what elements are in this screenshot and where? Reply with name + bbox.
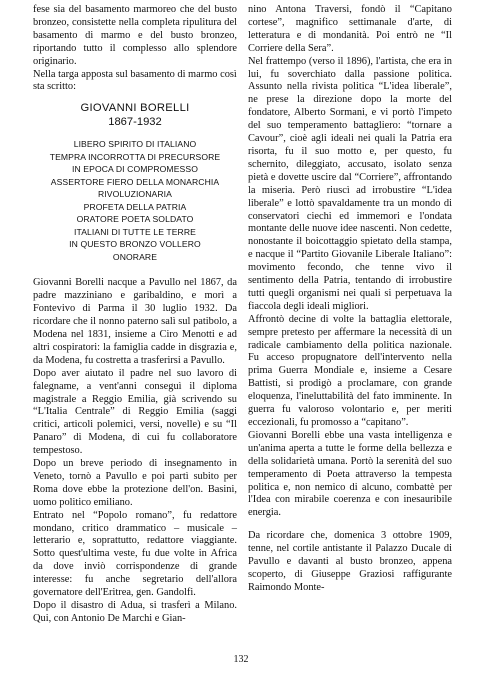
body-paragraph: Giovanni Borelli ebbe una vasta intelligenza e un'anima aperta a tutte le forme della bellezza e della solidarietà umana. Portò la serenità del suo temperamento di Poeta attraverso la tempesta politica e, non nemico di alcuno, combattè per l'Idea con mirabile coerenza e con inesauribile energia. (248, 429, 452, 519)
body-paragraph: nino Antona Traversi, fondò il “Capitano cortese”, magnifico settimanale d'arte, di letteratura e di mondanità. Poi entrò ne “Il Corriere della Sera”. (248, 4, 452, 54)
intro-paragraph: fese sia del basamento marmoreo che del busto bronzeo, consistette nella completa ripulitura del basamento di marmo e del busto bronzeo, riportando tutto il complesso allo splendore originario. (33, 4, 237, 67)
body-paragraph: Entrato nel “Popolo romano”, fu redattore mondano, critico drammatico – musicale – letterario e, soprattutto, redattore viaggiante. Sotto quest'ultima veste, fu due volte in Africa da dove inviò corrispondenze di grande interesse: fu anche segretario dell'allora governatore dell'Eritrea, gen. Gandolfi. (33, 509, 237, 599)
inscription-line: IN QUESTO BRONZO VOLLERO (69, 239, 201, 250)
inscription-line: ITALIANI DI TUTTE LE TERRE (74, 226, 196, 237)
inscription-line: RIVOLUZIONARIA (98, 189, 172, 200)
closing-paragraph: Da ricordare che, domenica 3 ottobre 1909, tenne, nel cortile antistante il Palazzo Ducale di Pavullo e davanti al busto bronzeo, appena scoperto, di Giuseppe Graziosi raffigurante Raimondo Monte- (248, 530, 452, 593)
left-column (33, 4, 237, 626)
monument-heading-years: 1867-1932 (108, 116, 162, 129)
inscription-line: IN EPOCA DI COMPROMESSO (72, 164, 198, 175)
plaque-inscription (33, 138, 237, 263)
body-paragraph: Dopo aver aiutato il padre nel suo lavoro di falegname, a vent'anni conseguì il diploma magistrale a Reggio Emilia, già scrivendo su “L'Italia Centrale” di Reggio Emilia (saggi critici, articoli polemici, versi, novelle) e su “Il Panaro” di Modena, di cui fu collaboratore tempestoso. (33, 367, 237, 457)
body-paragraph: Dopo il disastro di Adua, si trasferì a Milano. Qui, con Antonio De Marchi e Gian- (33, 600, 237, 624)
inscription-line: TEMPRA INCORROTTA DI PRECURSORE (49, 151, 221, 162)
inscription-line: LIBERO SPIRITO DI ITALIANO (73, 139, 197, 150)
paragraph-spacer (248, 520, 452, 530)
intro-paragraph: Nella targa apposta sul basamento di marmo così sta scritto: (33, 68, 237, 93)
body-paragraph: Giovanni Borelli nacque a Pavullo nel 1867, da padre mazziniano e garibaldino, e morì a Fontevivo di Parma il 30 luglio 1932. Da ricordare che il nonno paterno salì sul patibolo, a Modena nel 1831, insieme a Ciro Menotti e ad altri cospiratori: la famiglia cadde in disgrazia e, da Modena, fu costretta a trasferirsi a Pavullo. (33, 277, 237, 366)
body-paragraph: Dopo un breve periodo di insegnamento in Veneto, tornò a Pavullo e poi partì subito per Roma dove ebbe la protezione dell'on. Basini, uomo politico emiliano. (33, 458, 237, 508)
inscription-line: ASSERTORE FIERO DELLA MONARCHIA (50, 176, 220, 187)
inscription-line: PROFETA DELLA PATRIA (83, 201, 187, 212)
page-number: 132 (233, 654, 249, 665)
monument-heading-name: GIOVANNI BORELLI (80, 102, 190, 115)
right-column (248, 4, 452, 595)
inscription-line: ORATORE POETA SOLDATO (76, 214, 194, 225)
body-paragraph: Nel frattempo (verso il 1896), l'artista, che era in lui, fu soverchiato dalla passione politica. Assunto nella rivista politica “L'idea liberale”, ne prese la direzione dopo la morte del fondatore, Alberto Sormani, e vi portò l'impeto del suo temperamento battagliero: “tornare a Cavour”, cioè agli ideali nei quali la Patria era risorta, fu il suo motto e, per questo, fu schernito, dileggiato, accusato, isolato senza pietà e dovette uscire dal “Corriere”, affrontando la miseria. Però riuscì ad irrobustire “L'idea liberale” e lottò spavaldamente tra un mondo di conservatori ciechi ed immemori e l'ondata montante delle nuove idee nascenti. Non cedette, nonostante il boicottaggio spietato della stampa, e nacque il “Partito Giovanile Liberale Italiano”: movimento fecondo, che tenne vivo il sentimento della Patria, tentando di irrobustire tutti quegli organismi nei quali si perpetuava la fiaccola degli ideali migliori. (248, 55, 452, 312)
inscription-line: ONORARE (112, 251, 158, 262)
body-paragraph: Affrontò decine di volte la battaglia elettorale, sempre pretesto per affermare la necessità di un radicale cambiamento della politica nazionale. Fu acceso propugnatore dell'intervento nella prima Guerra Mondiale e, insieme a Cesare Battisti, si prodigò a proclamare, con grande eloquenza, l'ineluttabilità del fato imminente. In guerra fu valoroso volontario e, per meriti eccezionali, fu promosso a “capitano”. (248, 313, 452, 428)
